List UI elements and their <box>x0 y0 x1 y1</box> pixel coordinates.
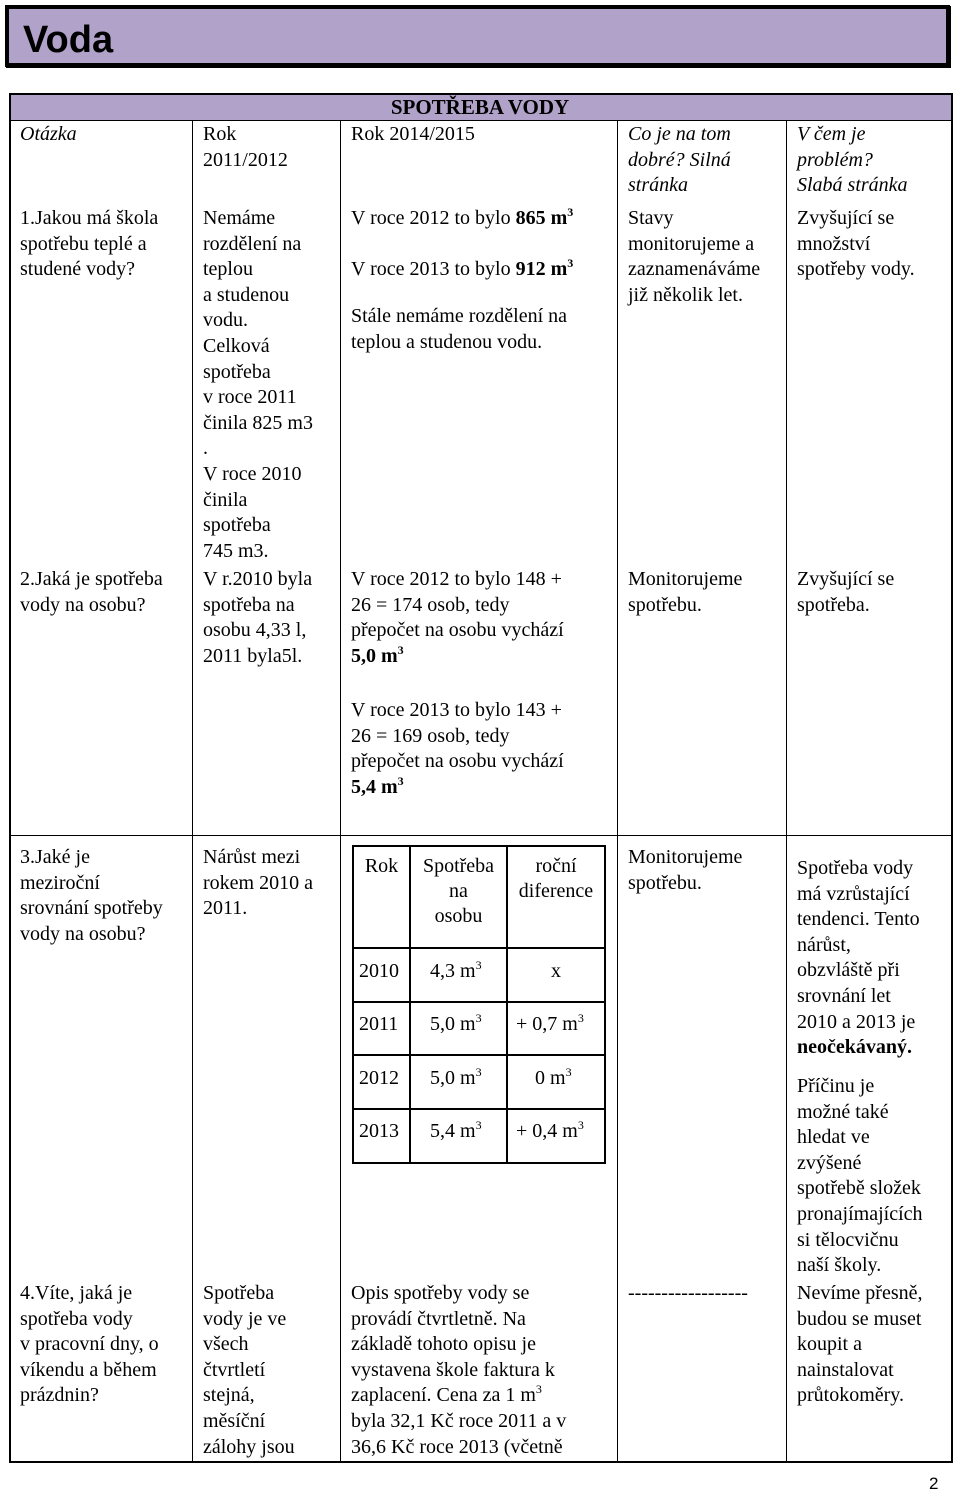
page-title: Voda <box>23 19 114 61</box>
header-year-old: Rok 2011/2012 <box>203 123 288 171</box>
inner-cell-diff: 0 $m^3$ <box>535 1065 572 1089</box>
row4-strong: ------------------ <box>628 1282 748 1304</box>
inner-row-divider <box>354 1054 604 1056</box>
inner-cell-year: 2010 <box>359 960 399 982</box>
inner-header-per-person: Spotřeba na osobu <box>422 855 495 927</box>
row3-weak: Spotřeba vody má vzrůstající tendenci. Tento nárůst, obzvláště při srovnání let 2010 a 2013 je neočekávaný. <box>797 857 920 1059</box>
row1-question: 1.Jakou má škola spotřebu teplé a studené vody? <box>20 207 159 281</box>
row1-strong: Stavy monitorujeme a zaznamenáváme již několik let. <box>628 207 761 306</box>
inner-cell-year: 2013 <box>359 1120 399 1142</box>
title-bar <box>5 5 950 67</box>
inner-row-divider <box>354 1001 604 1003</box>
row2-strong: Monitorujeme spotřebu. <box>628 568 743 616</box>
inner-row-divider <box>354 1108 604 1110</box>
inner-cell-value: 4,3 $m^3$ <box>430 958 482 982</box>
row4-new: Opis spotřeby vody se provádí čtvrtletně. Na základě tohoto opisu je vystavena škole faktura k zaplacení. Cena za 1 $m^3$ byla 32,1 Kč roce 2011 a v 36,6 Kč roce 2013 (včetně <box>351 1282 567 1458</box>
column-divider <box>786 120 787 1461</box>
row3-weak-cause: Příčinu je možné také hledat ve zvýšené spotřebě složek pronajímajících si tělocvičnu naší školy. <box>797 1075 923 1277</box>
banner-divider <box>11 120 951 121</box>
header-question: Otázka <box>20 123 77 145</box>
column-divider <box>192 120 193 1461</box>
row4-weak: Nevíme přesně, budou se muset koupit a nainstalovat průtokoměry. <box>797 1282 923 1407</box>
column-divider <box>617 120 618 1461</box>
inner-cell-diff: x <box>551 960 561 982</box>
inner-cell-year: 2012 <box>359 1067 399 1089</box>
header-year-new: Rok 2014/2015 <box>351 123 475 145</box>
row4-old: Spotřeba vody je ve všech čtvrtletí stejná, měsíční zálohy jsou <box>203 1282 295 1458</box>
row1-new-line1: V roce 2012 to bylo 865 $m^3$ <box>351 205 574 229</box>
header-strong-side: Co je na tom dobré? Silná stránka <box>628 123 731 197</box>
inner-cell-diff: + 0,7 $m^3$ <box>516 1011 584 1035</box>
row3-strong: Monitorujeme spotřebu. <box>628 846 743 894</box>
row2-weak: Zvyšující se spotřeba. <box>797 568 895 616</box>
inner-cell-value: 5,4 $m^3$ <box>430 1118 482 1142</box>
row3-question: 3.Jaké je meziroční srovnání spotřeby vody na osobu? <box>20 846 163 945</box>
row2-question: 2.Jaká je spotřeba vody na osobu? <box>20 568 163 616</box>
inner-cell-value: 5,0 $m^3$ <box>430 1011 482 1035</box>
table-banner: SPOTŘEBA VODY <box>390 95 570 119</box>
row-divider <box>11 835 951 836</box>
header-weak-side: V čem je problém? Slabá stránka <box>797 123 908 197</box>
row4-question: 4.Víte, jaká je spotřeba vody v pracovní dny, o víkendu a během prázdnin? <box>20 1282 159 1407</box>
row3-old: Nárůst mezi rokem 2010 a 2011. <box>203 846 313 920</box>
row1-new-line2: V roce 2013 to bylo 912 $m^3$ <box>351 256 574 280</box>
row2-new-2013: V roce 2013 to bylo 143 + 26 = 169 osob, tedy přepočet na osobu vychází 5,4 $m^3$ <box>351 699 564 798</box>
page-number: 2 <box>929 1474 939 1493</box>
row1-old: Nemáme rozdělení na teplou a studenou vodu. Celková spotřeba v roce 2011 činila 825 m3 . V roce 2010 činila spotřeba 745 m3. <box>203 207 313 562</box>
inner-cell-value: 5,0 $m^3$ <box>430 1065 482 1089</box>
inner-header-difference: roční diference <box>518 855 594 902</box>
row2-old: V r.2010 byla spotřeba na osobu 4,33 l, 2011 byla5l. <box>203 568 313 667</box>
inner-row-divider <box>354 947 604 949</box>
inner-cell-year: 2011 <box>359 1013 399 1035</box>
column-divider <box>340 120 341 1461</box>
inner-header-year: Rok <box>364 855 399 877</box>
inner-cell-diff: + 0,4 $m^3$ <box>516 1118 584 1142</box>
row1-new-note: Stále nemáme rozdělení na teplou a studenou vodu. <box>351 305 568 353</box>
row1-weak: Zvyšující se množství spotřeby vody. <box>797 207 915 281</box>
row2-new-2012: V roce 2012 to bylo 148 + 26 = 174 osob, tedy přepočet na osobu vychází 5,0 $m^3$ <box>351 568 564 667</box>
